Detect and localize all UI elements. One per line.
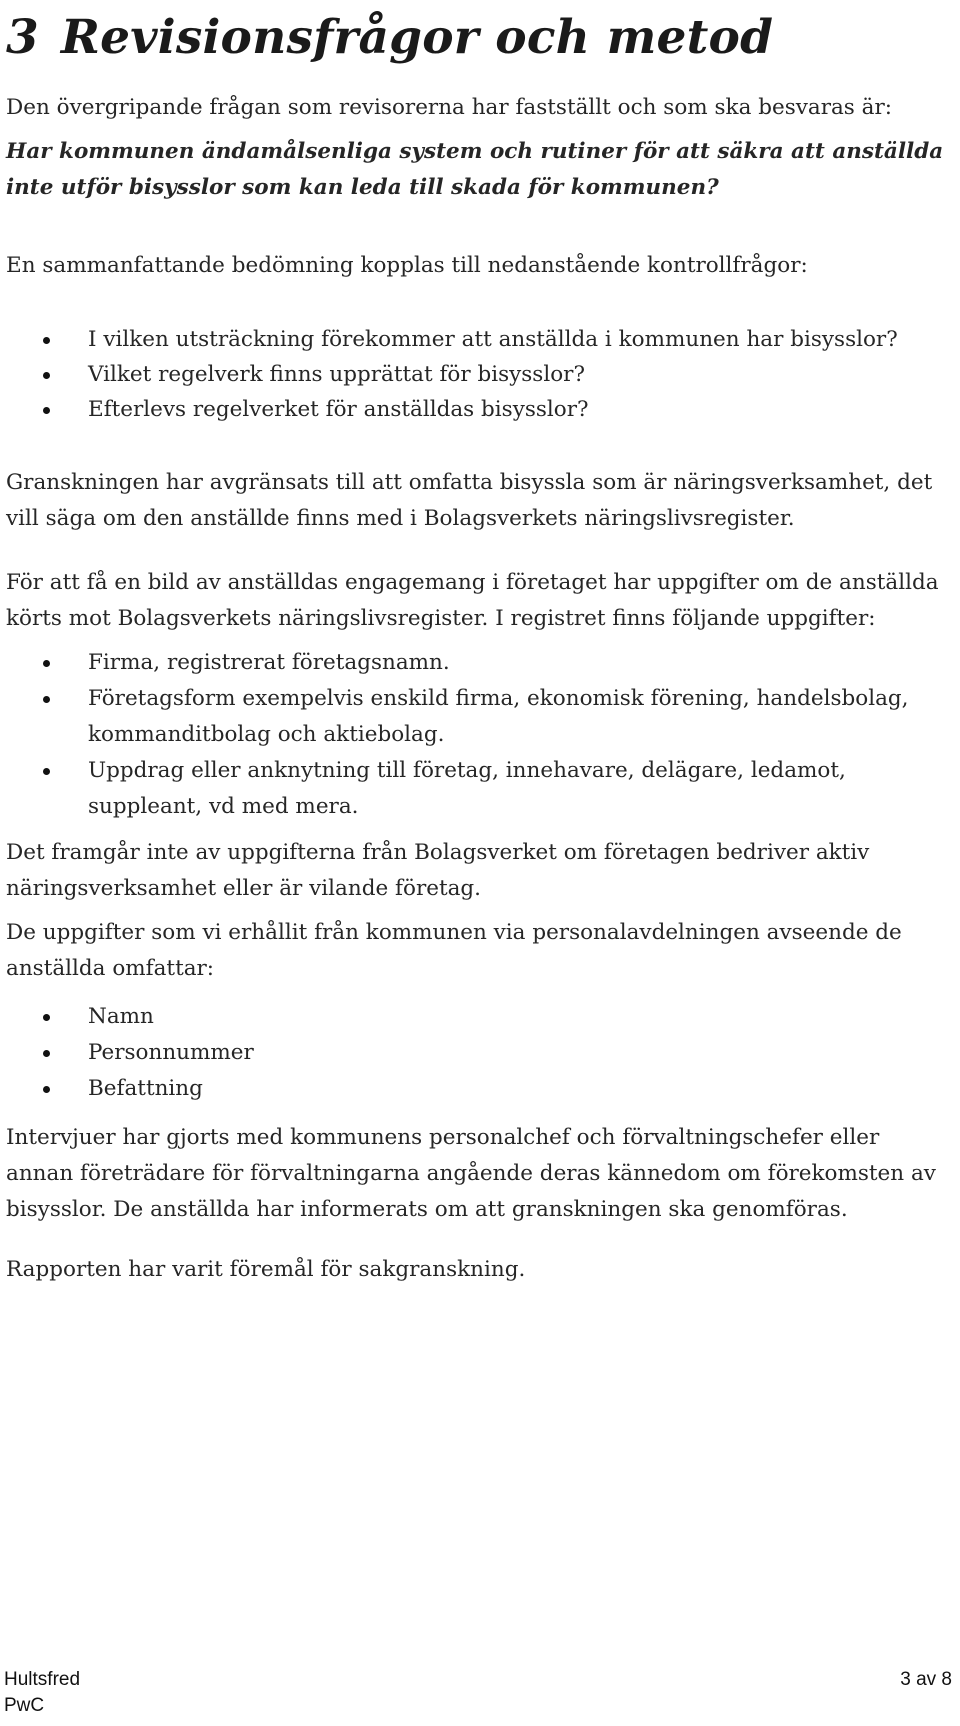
- list-item: [6, 645, 950, 681]
- control-questions-list: [6, 322, 950, 427]
- list-item-text: Befattning: [88, 1076, 203, 1101]
- list-item-text: Efterlevs regelverket för anställdas bisysslor?: [88, 397, 589, 422]
- bullet-icon: [43, 372, 50, 379]
- personnel-intro-paragraph: De uppgifter som vi erhållit från kommunen via personalavdelningen avseende de anställda omfattar:: [6, 920, 902, 981]
- list-item: [6, 999, 950, 1035]
- list-item: [6, 322, 950, 357]
- review-paragraph: Rapporten har varit föremål för sakgranskning.: [6, 1257, 526, 1282]
- register-intro-paragraph: För att få en bild av anställdas engagemang i företaget har uppgifter om de anställda körts mot Bolagsverkets näringslivsregister. I registret finns följande uppgifter:: [6, 570, 939, 631]
- list-item-text: I vilken utsträckning förekommer att anställda i kommunen har bisysslor?: [88, 327, 898, 352]
- main-question: Har kommunen ändamålsenliga system och rutiner för att säkra att anställda inte utför bisysslor som kan leda till skada för kommunen?: [6, 139, 944, 200]
- list-item-text: Namn: [88, 1004, 154, 1029]
- list-item-text: Uppdrag eller anknytning till företag, innehavare, delägare, ledamot, suppleant, vd med mera.: [88, 758, 846, 819]
- summary-intro-paragraph: En sammanfattande bedömning kopplas till nedanstående kontrollfrågor:: [6, 253, 808, 278]
- list-item: [6, 681, 950, 753]
- bullet-icon: [43, 1086, 50, 1093]
- list-item-text: Vilket regelverk finns upprättat för bisysslor?: [88, 362, 585, 387]
- personnel-items-list: [6, 999, 950, 1107]
- interviews-paragraph: Intervjuer har gjorts med kommunens personalchef och förvaltningschefer eller annan företrädare för förvaltningarna angående deras kännedom om förekomsten av bisysslor. De anställda har informerats om att granskningen ska genomföras.: [6, 1125, 936, 1222]
- section-heading: [6, 0, 954, 74]
- bullet-icon: [43, 407, 50, 414]
- section-title: Revisionsfrågor och metod: [60, 9, 774, 65]
- bullet-icon: [43, 337, 50, 344]
- document-page: [6, 0, 954, 1282]
- register-items-list: [6, 645, 950, 825]
- activity-note-paragraph: Det framgår inte av uppgifterna från Bolagsverket om företagen bedriver aktiv näringsverksamhet eller är vilande företag.: [6, 840, 870, 901]
- intro-paragraph: Den övergripande frågan som revisorerna har fastställt och som ska besvaras är:: [6, 95, 893, 120]
- footer-left: [4, 1667, 80, 1719]
- section-number: 3: [6, 9, 39, 65]
- list-item: [6, 753, 950, 825]
- list-item-text: Personnummer: [88, 1040, 254, 1065]
- list-item-text: Företagsform exempelvis enskild firma, ekonomisk förening, handelsbolag, kommanditbolag och aktiebolag.: [88, 686, 909, 747]
- scope-paragraph: Granskningen har avgränsats till att omfatta bisyssla som är näringsverksamhet, det vill säga om den anställde finns med i Bolagsverkets näringslivsregister.: [6, 470, 933, 531]
- footer-firm: PwC: [4, 1695, 45, 1716]
- bullet-icon: [43, 696, 50, 703]
- list-item: [6, 392, 950, 427]
- list-item: [6, 1071, 950, 1107]
- list-item: [6, 357, 950, 392]
- bullet-icon: [43, 768, 50, 775]
- footer-municipality: Hultsfred: [4, 1669, 81, 1690]
- bullet-icon: [43, 1050, 50, 1057]
- bullet-icon: [43, 660, 50, 667]
- list-item: [6, 1035, 950, 1071]
- list-item-text: Firma, registrerat företagsnamn.: [88, 650, 450, 675]
- footer-page-number: 3 av 8: [900, 1669, 952, 1690]
- bullet-icon: [43, 1014, 50, 1021]
